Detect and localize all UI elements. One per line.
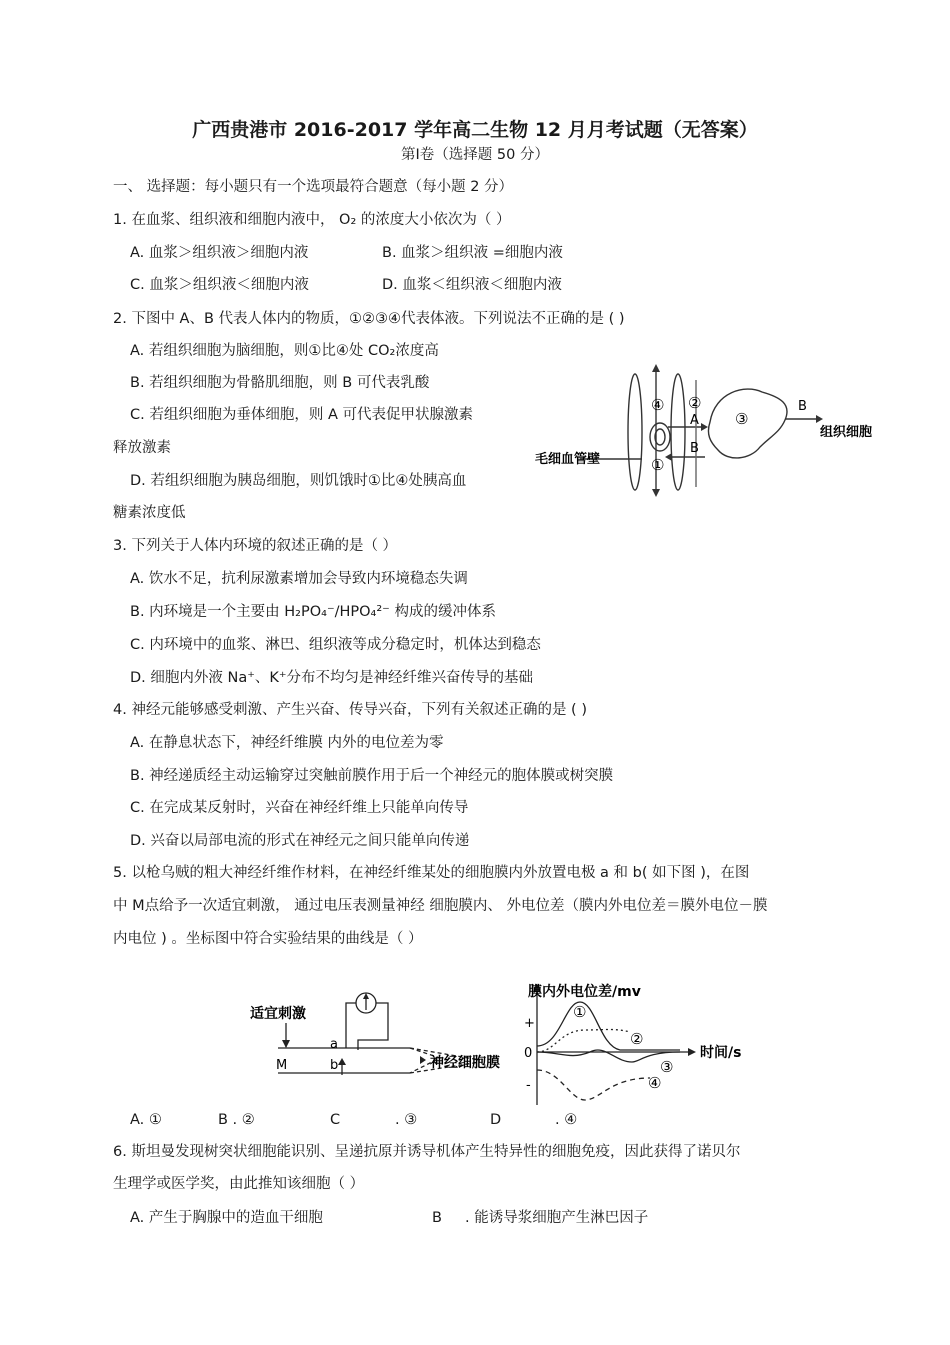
q5-option-d-letter: D: [490, 1112, 502, 1128]
label-b-out: B: [798, 399, 807, 414]
nerve-experiment-diagram: [240, 980, 750, 1110]
q1-option-c: C. 血浆＞组织液＜细胞内液: [130, 277, 309, 293]
q5-option-a: A. ①: [130, 1112, 162, 1128]
q1-option-b: B. 血浆＞组织液 =细胞内液: [382, 245, 563, 261]
q4-option-b: B. 神经递质经主动运输穿过突触前膜作用于后一个神经元的胞体膜或树突膜: [130, 768, 614, 784]
q2-option-c-cont: 释放激素: [113, 440, 171, 456]
label-tissue-cell: 组织细胞: [820, 425, 873, 440]
q4-option-a: A. 在静息状态下，神经纤维膜 内外的电位差为零: [130, 735, 444, 751]
label-electrode-b: b: [330, 1058, 339, 1073]
q2-option-c: C. 若组织细胞为垂体细胞，则 A 可代表促甲状腺激素: [130, 407, 473, 423]
q5-option-b: B . ②: [218, 1112, 255, 1128]
label-m: M: [276, 1058, 288, 1073]
blood-cell: [650, 423, 670, 451]
q1-option-a: A. 血浆＞组织液＞细胞内液: [130, 245, 309, 261]
label-capillary-wall: 毛细血管壁: [535, 452, 601, 467]
q6-option-a: A. 产生于胸腺中的造血干细胞: [130, 1210, 323, 1226]
curve-label-4: ④: [648, 1074, 662, 1092]
curve-4: [537, 1070, 650, 1100]
q5-option-d: . ④: [555, 1112, 578, 1128]
q5-line3: 内电位 ) 。坐标图中符合实验结果的曲线是（ ）: [113, 931, 423, 947]
capillary-wall-right: [671, 374, 685, 490]
curve-1: [537, 1002, 680, 1050]
section-heading: 一、 选择题：每小题只有一个选项最符合题意（每小题 2 分）: [113, 179, 514, 195]
label-4: ④: [651, 396, 665, 414]
label-1: ①: [651, 456, 665, 474]
q3-stem: 3. 下列关于人体内环境的叙述正确的是（ ）: [113, 538, 398, 554]
label-stimulus: 适宜刺激: [250, 1006, 306, 1022]
graph-ylabel: 膜内外电位差/mv: [528, 984, 641, 1000]
graph-xlabel: 时间/s: [700, 1045, 742, 1061]
q5-line1: 5. 以枪乌贼的粗大神经纤维作材料，在神经纤维某处的细胞膜内外放置电极 a 和 b( 如下图 )，在图: [113, 865, 750, 881]
q4-option-c: C. 在完成某反射时，兴奋在神经纤维上只能单向传导: [130, 800, 469, 816]
label-membrane: 神经细胞膜: [430, 1055, 500, 1071]
graph-zero: 0: [524, 1046, 533, 1061]
q2-option-d: D. 若组织细胞为胰岛细胞，则饥饿时①比④处胰高血: [130, 473, 467, 489]
q3-option-c: C. 内环境中的血浆、淋巴、组织液等成分稳定时，机体达到稳态: [130, 637, 541, 653]
q5-line2: 中 M点给予一次适宜刺激， 通过电压表测量神经 细胞膜内、 外电位差（膜内外电位差＝膜外电位－膜: [113, 898, 768, 914]
q4-option-d: D. 兴奋以局部电流的形式在神经元之间只能单向传递: [130, 833, 470, 849]
section-subtitle: 第Ⅰ卷（选择题 50 分）: [401, 147, 549, 163]
label-b-in: B: [690, 441, 699, 456]
q5-option-c: . ③: [395, 1112, 418, 1128]
q4-stem: 4. 神经元能够感受刺激、产生兴奋、传导兴奋，下列有关叙述正确的是 ( ): [113, 702, 587, 718]
graph-plus: +: [524, 1016, 535, 1031]
curve-label-3: ③: [660, 1058, 674, 1076]
capillary-wall-left: [628, 374, 642, 490]
q6-option-b: . 能诱导浆细胞产生淋巴因子: [465, 1210, 649, 1226]
q2-option-d-cont: 糖素浓度低: [113, 505, 186, 521]
capillary-diagram: [530, 362, 890, 507]
label-2: ②: [688, 394, 702, 412]
q3-option-d: D. 细胞内外液 Na⁺、K⁺分布不均匀是神经纤维兴奋传导的基础: [130, 670, 534, 686]
q2-option-b: B. 若组织细胞为骨骼肌细胞，则 B 可代表乳酸: [130, 375, 430, 391]
q5-option-c-letter: C: [330, 1112, 341, 1128]
q3-option-a: A. 饮水不足，抗利尿激素增加会导致内环境稳态失调: [130, 571, 468, 587]
label-electrode-a: a: [330, 1037, 338, 1052]
label-3: ③: [735, 410, 749, 428]
curve-label-1: ①: [573, 1003, 587, 1021]
q6-line1: 6. 斯坦曼发现树突状细胞能识别、呈递抗原并诱导机体产生特异性的细胞免疫，因此获得了诺贝尔: [113, 1144, 741, 1160]
q6-option-b-letter: B: [432, 1210, 442, 1226]
page-title: 广西贵港市 2016-2017 学年高二生物 12 月月考试题（无答案）: [192, 119, 758, 141]
q1-stem: 1. 在血浆、组织液和细胞内液中， O₂ 的浓度大小依次为（ ）: [113, 212, 511, 228]
q2-stem: 2. 下图中 A、B 代表人体内的物质，①②③④代表体液。下列说法不正确的是 ( ): [113, 311, 625, 327]
curve-label-2: ②: [630, 1030, 644, 1048]
q6-line2: 生理学或医学奖，由此推知该细胞（ ）: [113, 1176, 365, 1192]
q1-option-d: D. 血浆＜组织液＜细胞内液: [382, 277, 562, 293]
label-a: A: [690, 413, 699, 428]
graph-minus: -: [526, 1078, 531, 1093]
q2-option-a: A. 若组织细胞为脑细胞，则①比④处 CO₂浓度高: [130, 343, 439, 359]
q3-option-b: B. 内环境是一个主要由 H₂PO₄⁻/HPO₄²⁻ 构成的缓冲体系: [130, 604, 496, 620]
